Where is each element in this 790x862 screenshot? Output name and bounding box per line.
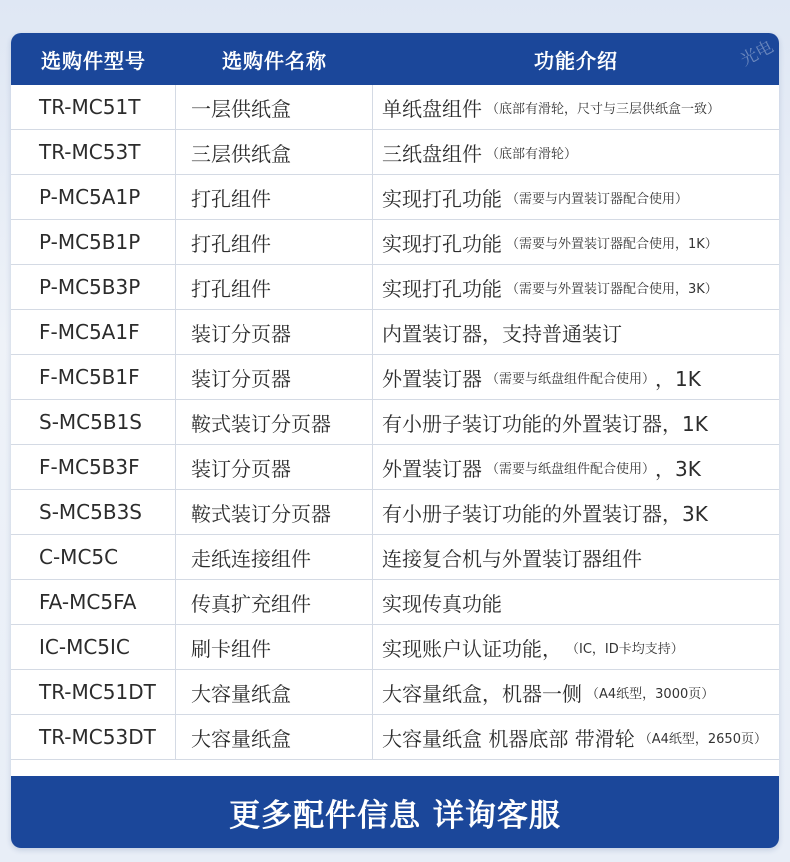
function-text: 实现账户认证功能， bbox=[382, 636, 562, 661]
function-suffix: ，3K bbox=[655, 456, 701, 481]
model-cell: P-MC5A1P bbox=[11, 175, 176, 219]
name-cell: 打孔组件 bbox=[176, 220, 373, 264]
table-row bbox=[11, 625, 779, 670]
model-cell: P-MC5B1P bbox=[11, 220, 176, 264]
name-cell: 装订分页器 bbox=[176, 445, 373, 489]
footer-text: 更多配件信息 详询客服 bbox=[229, 797, 561, 834]
table-row bbox=[11, 220, 779, 265]
table-row bbox=[11, 580, 779, 625]
function-text: 三纸盘组件 bbox=[382, 141, 482, 166]
function-note: （A4纸型，2650页） bbox=[638, 731, 767, 747]
model-cell: FA-MC5FA bbox=[11, 580, 176, 624]
function-cell bbox=[373, 625, 779, 669]
table-row bbox=[11, 265, 779, 310]
model-cell: TR-MC53DT bbox=[11, 715, 176, 759]
function-note: （IC，ID卡均支持） bbox=[566, 641, 684, 657]
model-cell: TR-MC53T bbox=[11, 130, 176, 174]
name-cell: 装订分页器 bbox=[176, 355, 373, 399]
model-cell: TR-MC51DT bbox=[11, 670, 176, 714]
function-cell bbox=[373, 580, 779, 624]
table-row bbox=[11, 85, 779, 130]
name-cell: 三层供纸盒 bbox=[176, 130, 373, 174]
model-cell: P-MC5B3P bbox=[11, 265, 176, 309]
function-note: （底部有滑轮） bbox=[486, 146, 578, 162]
function-text: 实现传真功能 bbox=[382, 591, 502, 616]
table-header bbox=[11, 33, 779, 85]
function-text: 有小册子装订功能的外置装订器，1K bbox=[382, 411, 708, 436]
name-cell: 一层供纸盒 bbox=[176, 85, 373, 129]
function-note: （需要与纸盘组件配合使用） bbox=[486, 371, 656, 387]
function-suffix: ，1K bbox=[655, 366, 701, 391]
function-cell bbox=[373, 445, 779, 489]
function-text: 单纸盘组件 bbox=[382, 96, 482, 121]
model-cell: F-MC5B1F bbox=[11, 355, 176, 399]
function-cell bbox=[373, 265, 779, 309]
function-text: 大容量纸盒 机器底部 带滑轮 bbox=[382, 726, 635, 751]
header-name: 选购件名称 bbox=[222, 48, 327, 73]
table-row bbox=[11, 490, 779, 535]
model-cell: S-MC5B1S bbox=[11, 400, 176, 444]
function-cell bbox=[373, 85, 779, 129]
header-function: 功能介绍 bbox=[534, 48, 618, 73]
options-table-card bbox=[11, 33, 779, 848]
options-table-body bbox=[11, 85, 779, 760]
function-cell bbox=[373, 670, 779, 714]
name-cell: 打孔组件 bbox=[176, 175, 373, 219]
name-cell: 传真扩充组件 bbox=[176, 580, 373, 624]
function-text: 外置装订器 bbox=[382, 456, 482, 481]
function-note: （需要与内置装订器配合使用） bbox=[506, 191, 689, 207]
table-row bbox=[11, 130, 779, 175]
footer-banner bbox=[11, 776, 779, 848]
model-cell: TR-MC51T bbox=[11, 85, 176, 129]
function-note: （底部有滑轮，尺寸与三层供纸盒一致） bbox=[486, 101, 721, 117]
function-cell bbox=[373, 220, 779, 264]
name-cell: 打孔组件 bbox=[176, 265, 373, 309]
name-cell: 走纸连接组件 bbox=[176, 535, 373, 579]
function-cell bbox=[373, 355, 779, 399]
function-note: （需要与外置装订器配合使用，1K） bbox=[506, 236, 718, 252]
function-text: 大容量纸盒，机器一侧 bbox=[382, 681, 582, 706]
watermark: 光电 bbox=[737, 36, 777, 71]
function-text: 连接复合机与外置装订器组件 bbox=[382, 546, 642, 571]
name-cell: 刷卡组件 bbox=[176, 625, 373, 669]
table-row bbox=[11, 670, 779, 715]
model-cell: F-MC5B3F bbox=[11, 445, 176, 489]
table-row bbox=[11, 445, 779, 490]
function-text: 有小册子装订功能的外置装订器，3K bbox=[382, 501, 708, 526]
table-row bbox=[11, 310, 779, 355]
function-cell bbox=[373, 715, 779, 759]
table-row bbox=[11, 355, 779, 400]
model-cell: F-MC5A1F bbox=[11, 310, 176, 354]
function-text: 实现打孔功能 bbox=[382, 186, 502, 211]
function-note: （A4纸型，3000页） bbox=[586, 686, 715, 702]
model-cell: S-MC5B3S bbox=[11, 490, 176, 534]
function-text: 内置装订器，支持普通装订 bbox=[382, 321, 622, 346]
model-cell: C-MC5C bbox=[11, 535, 176, 579]
table-row bbox=[11, 175, 779, 220]
name-cell: 装订分页器 bbox=[176, 310, 373, 354]
table-row bbox=[11, 715, 779, 760]
name-cell: 鞍式装订分页器 bbox=[176, 490, 373, 534]
function-cell bbox=[373, 535, 779, 579]
model-cell: IC-MC5IC bbox=[11, 625, 176, 669]
function-note: （需要与外置装订器配合使用，3K） bbox=[506, 281, 718, 297]
function-text: 实现打孔功能 bbox=[382, 276, 502, 301]
function-cell bbox=[373, 490, 779, 534]
function-cell bbox=[373, 400, 779, 444]
function-note: （需要与纸盘组件配合使用） bbox=[486, 461, 656, 477]
table-row bbox=[11, 535, 779, 580]
function-cell bbox=[373, 175, 779, 219]
function-text: 实现打孔功能 bbox=[382, 231, 502, 256]
name-cell: 大容量纸盒 bbox=[176, 670, 373, 714]
name-cell: 鞍式装订分页器 bbox=[176, 400, 373, 444]
name-cell: 大容量纸盒 bbox=[176, 715, 373, 759]
function-text: 外置装订器 bbox=[382, 366, 482, 391]
function-cell bbox=[373, 310, 779, 354]
header-model: 选购件型号 bbox=[41, 48, 146, 73]
function-cell bbox=[373, 130, 779, 174]
table-row bbox=[11, 400, 779, 445]
